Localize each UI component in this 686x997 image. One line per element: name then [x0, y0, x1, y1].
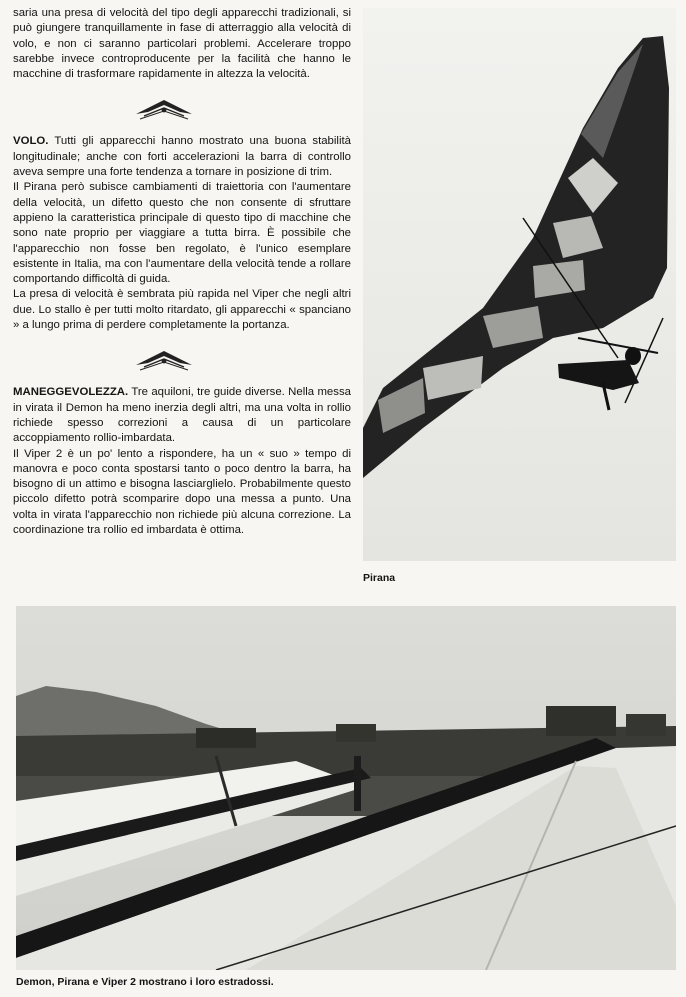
- volo-paragraph-1: Tutti gli apparecchi hanno mostrato una buona stabilità longitudinale; anche con forti accelerazioni la barra di controllo aveva sempre una forte tendenza a tornare in posizione di trim.: [13, 135, 351, 179]
- volo-paragraph-3: La presa di velocità è sembrata più rapida nel Viper che negli altri due. Lo stallo è per tutti molto ritardato, gli apparecchi « spanciano » a lungo prima di perdere completamente la portanza.: [13, 288, 351, 332]
- three-gliders-photo: [16, 606, 676, 970]
- volo-paragraph-2: Il Pirana però subisce cambiamenti di traiettoria con l'aumentare della velocità, un difetto questo che non consente di sfruttare appieno la caratteristica principale di questo tipo di macchine che sono nate proprio per viaggiare a tutta birra. È possibile che l'apparecchio non fosse ben regolato, è l'unico esemplare esistente in Italia, ma con l'aumentare della velocità tende a rollare comportando difficoltà di guida.: [13, 181, 351, 286]
- intro-paragraph: saria una presa di velocità del tipo degli apparecchi tradizionali, si può giungere tranquillamente in fase di atterraggio alla velocità di volo, e non ci saranno particolari problemi. Accelerare troppo sarebbe invece controproducente per la facilità che hanno le macchine di trasformare rapidamente in altezza la velocità.: [13, 7, 351, 81]
- maneggevolezza-paragraph-2: Il Viper 2 è un po' lento a rispondere, ha un « suo » tempo di manovra e poco conta spostarsi tanto o poco dentro la barra, ha bisogno di un attimo e bisogna lasciarglielo. Probabilmente questo piccolo difetto potrà scomparire dopo una messa a punto. Una volta in virata l'apparecchio non richiede più alcuna correzione. La coordinazione tra rollio ed imbardata è ottima.: [13, 447, 351, 537]
- maneggevolezza-paragraph-1: Tre aquiloni, tre guide diverse. Nella messa in virata il Demon ha meno inerzia degli altri, ma una volta in rollio richiede spesso correzioni a causa di un particolare accoppiamento rollio-imbardata.: [13, 386, 351, 445]
- maneggevolezza-section: [13, 385, 351, 538]
- hang-glider-ornament-icon: [134, 347, 194, 373]
- gliders-caption: Demon, Pirana e Viper 2 mostrano i loro estradossi.: [16, 976, 274, 988]
- pirana-photo: [363, 8, 676, 561]
- volo-heading: VOLO.: [13, 135, 49, 148]
- article-column: [13, 6, 351, 538]
- hang-glider-ornament-icon: [134, 96, 194, 122]
- volo-section: [13, 134, 351, 333]
- pirana-caption: Pirana: [363, 572, 396, 584]
- maneggevolezza-heading: MANEGGEVOLEZZA.: [13, 386, 129, 399]
